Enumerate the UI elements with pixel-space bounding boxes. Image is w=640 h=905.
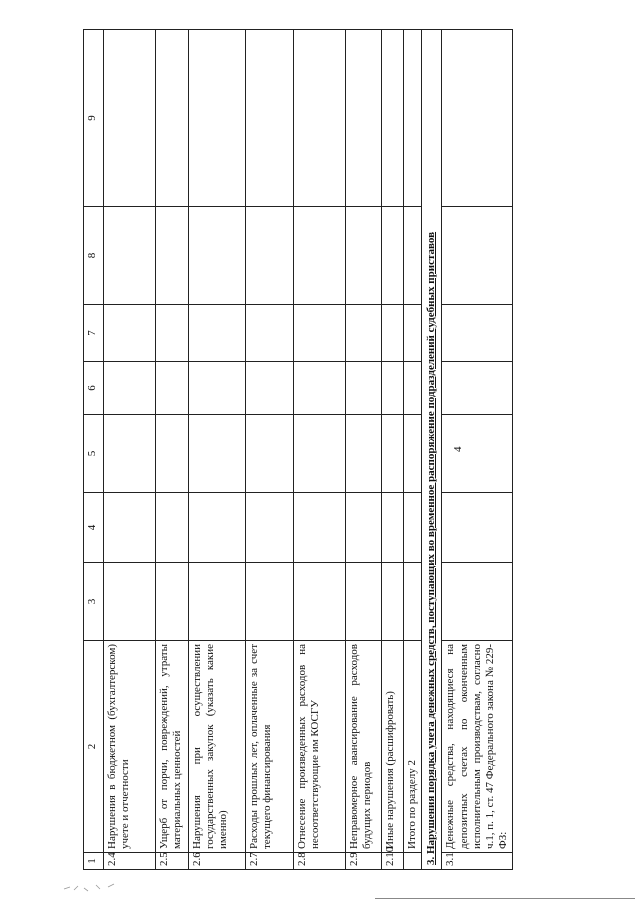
table-row [294,30,346,870]
row-description: Нарушения при осуществлении государственных закупок (указать какие именно) [189,641,246,853]
row-number: 2.5 [156,853,189,870]
row-number: 2.10 [382,853,404,870]
bottom-edge-line [375,898,635,899]
row-description: Нарушения в бюджетном (бухгалтерском) учете и отчетности [104,641,156,853]
table-row [346,30,382,870]
column-header: 5 [84,415,104,493]
row-number: 2.9 [346,853,382,870]
header-row [84,30,104,870]
rotated-table-container [83,30,510,870]
column-header: 9 [84,30,104,207]
column-header: 3 [84,563,104,641]
table-row [156,30,189,870]
table-row [246,30,294,870]
table-row [104,30,156,870]
section-title: 3. Нарушения порядка учета денежных средств, поступающих во временное распоряжение подразделений судебных приставов [422,30,442,870]
row-description: Расходы прошлых лет, оплаченные за счет текущего финансирования [246,641,294,853]
table-row [189,30,246,870]
scan-marks [62,880,122,894]
row-number: 2.7 [246,853,294,870]
report-table [83,29,513,870]
row-number: 2.4 [104,853,156,870]
row-number: 2.8 [294,853,346,870]
column-header: 2 [84,641,104,853]
table-row [382,30,404,870]
total-row [404,30,422,870]
total-label: Итого по разделу 2 [404,641,422,853]
row-description: Иные нарушения (расшифровать) [382,641,404,853]
row-description: Отнесение произведенных расходов на несоответствующие им КОСГУ [294,641,346,853]
table-row [442,30,513,870]
row-number [404,853,422,870]
row-description: Неправомерное авансирование расходов будущих периодов [346,641,382,853]
column-header: 8 [84,207,104,305]
row-description: Денежные средства, находящиеся на депозитных счетах по оконченным исполнительным производствам, согласно ч.1, п. 1, ст. 47 Федерального закона № 229-ФЗ: [442,641,513,853]
page-number: 4 [452,446,464,452]
column-header: 7 [84,305,104,362]
column-header: 1 [84,853,104,870]
column-header: 6 [84,362,104,415]
section-row [422,30,442,870]
column-header: 4 [84,493,104,563]
row-number: 3.1 [442,853,513,870]
row-number: 2.6 [189,853,246,870]
row-description: Ущерб от порчи, повреждений, утраты материальных ценностей [156,641,189,853]
